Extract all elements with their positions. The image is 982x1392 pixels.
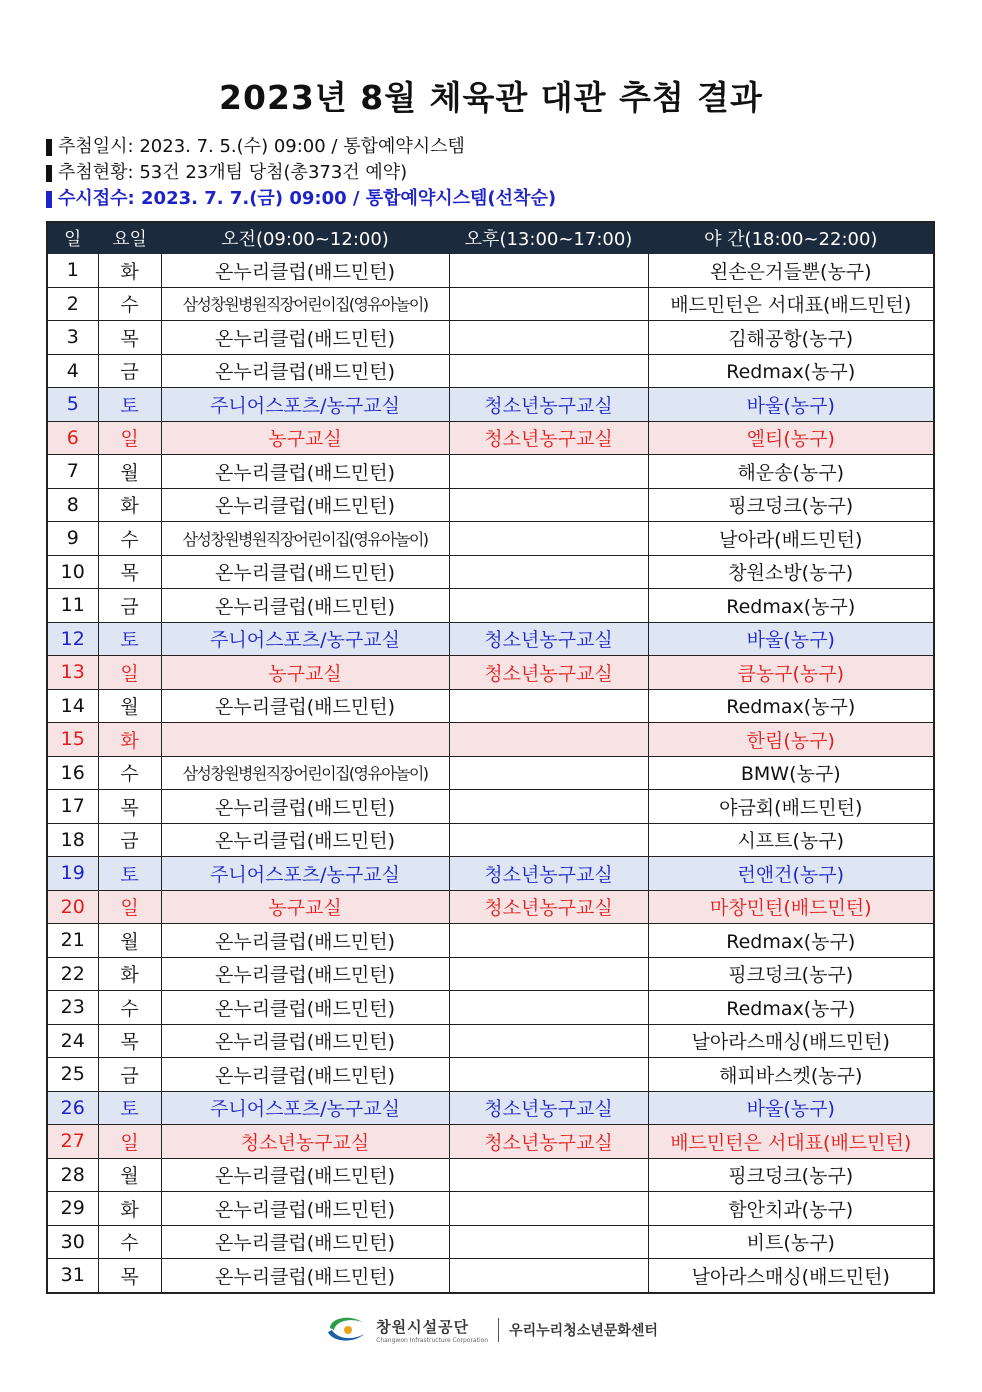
afternoon-cell: 청소년농구교실 xyxy=(449,857,648,891)
night-cell: Redmax(농구) xyxy=(648,924,934,958)
afternoon-cell xyxy=(449,790,648,824)
afternoon-cell: 청소년농구교실 xyxy=(449,656,648,690)
day-cell: 11 xyxy=(47,589,98,623)
night-cell: 비트(농구) xyxy=(648,1225,934,1259)
night-cell: 런앤건(농구) xyxy=(648,857,934,891)
weekday-cell: 일 xyxy=(98,656,161,690)
info-line xyxy=(46,134,556,160)
afternoon-cell xyxy=(449,1192,648,1226)
morning-cell: 온누리클럽(배드민턴) xyxy=(161,555,449,589)
morning-cell: 온누리클럽(배드민턴) xyxy=(161,1024,449,1058)
night-cell: Redmax(농구) xyxy=(648,991,934,1025)
day-cell: 5 xyxy=(47,388,98,422)
day-cell: 3 xyxy=(47,321,98,355)
day-cell: 15 xyxy=(47,723,98,757)
afternoon-cell xyxy=(449,522,648,556)
weekday-cell: 수 xyxy=(98,522,161,556)
weekday-cell: 화 xyxy=(98,254,161,288)
weekday-cell: 토 xyxy=(98,1091,161,1125)
afternoon-cell xyxy=(449,555,648,589)
weekday-cell: 일 xyxy=(98,1125,161,1159)
weekday-cell: 월 xyxy=(98,924,161,958)
morning-cell: 농구교실 xyxy=(161,421,449,455)
night-cell: 핑크덩크(농구) xyxy=(648,957,934,991)
weekday-cell: 화 xyxy=(98,1192,161,1226)
draw-info xyxy=(46,134,556,212)
table-row xyxy=(47,589,934,623)
night-cell: 해운송(농구) xyxy=(648,455,934,489)
header-night: 야 간(18:00~22:00) xyxy=(648,222,934,254)
header-day: 일 xyxy=(47,222,98,254)
morning-cell: 온누리클럽(배드민턴) xyxy=(161,1192,449,1226)
changwon-logo-icon xyxy=(324,1310,370,1350)
night-cell: 배드민턴은 서대표(배드민턴) xyxy=(648,1125,934,1159)
afternoon-cell xyxy=(449,957,648,991)
header-morning: 오전(09:00~12:00) xyxy=(161,222,449,254)
weekday-cell: 월 xyxy=(98,689,161,723)
morning-cell: 온누리클럽(배드민턴) xyxy=(161,1058,449,1092)
day-cell: 26 xyxy=(47,1091,98,1125)
org-name-block xyxy=(376,1316,488,1344)
table-row xyxy=(47,991,934,1025)
morning-cell: 온누리클럽(배드민턴) xyxy=(161,924,449,958)
table-row xyxy=(47,622,934,656)
night-cell: 날아라스매싱(배드민턴) xyxy=(648,1259,934,1293)
weekday-cell: 월 xyxy=(98,455,161,489)
footer-logo xyxy=(0,1310,982,1350)
open-registration-text: 수시접수: 2023. 7. 7.(금) 09:00 / 통합예약시스템(선착순) xyxy=(58,188,557,209)
morning-cell: 온누리클럽(배드민턴) xyxy=(161,455,449,489)
night-cell: 해피바스켓(농구) xyxy=(648,1058,934,1092)
table-row xyxy=(47,890,934,924)
day-cell: 7 xyxy=(47,455,98,489)
afternoon-cell xyxy=(449,991,648,1025)
afternoon-cell: 청소년농구교실 xyxy=(449,890,648,924)
morning-cell: 주니어스포츠/농구교실 xyxy=(161,857,449,891)
weekday-cell: 목 xyxy=(98,1259,161,1293)
day-cell: 29 xyxy=(47,1192,98,1226)
day-cell: 28 xyxy=(47,1158,98,1192)
org-name: 창원시설공단 xyxy=(376,1318,470,1336)
header-afternoon: 오후(13:00~17:00) xyxy=(449,222,648,254)
weekday-cell: 금 xyxy=(98,589,161,623)
day-cell: 22 xyxy=(47,957,98,991)
weekday-cell: 일 xyxy=(98,890,161,924)
night-cell: 날아라(배드민턴) xyxy=(648,522,934,556)
weekday-cell: 금 xyxy=(98,1058,161,1092)
table-row xyxy=(47,488,934,522)
schedule-table xyxy=(46,221,935,1294)
afternoon-cell xyxy=(449,455,648,489)
morning-cell: 온누리클럽(배드민턴) xyxy=(161,488,449,522)
bullet-icon xyxy=(46,191,52,208)
table-header-row xyxy=(47,222,934,254)
afternoon-cell xyxy=(449,589,648,623)
night-cell: Redmax(농구) xyxy=(648,354,934,388)
morning-cell: 농구교실 xyxy=(161,656,449,690)
table-row xyxy=(47,1024,934,1058)
table-row xyxy=(47,354,934,388)
morning-cell: 온누리클럽(배드민턴) xyxy=(161,589,449,623)
weekday-cell: 수 xyxy=(98,1225,161,1259)
morning-cell: 온누리클럽(배드민턴) xyxy=(161,1225,449,1259)
day-cell: 27 xyxy=(47,1125,98,1159)
morning-cell: 온누리클럽(배드민턴) xyxy=(161,957,449,991)
day-cell: 14 xyxy=(47,689,98,723)
morning-cell: 온누리클럽(배드민턴) xyxy=(161,354,449,388)
night-cell: 배드민턴은 서대표(배드민턴) xyxy=(648,287,934,321)
afternoon-cell: 청소년농구교실 xyxy=(449,421,648,455)
weekday-cell: 수 xyxy=(98,756,161,790)
table-row xyxy=(47,1158,934,1192)
day-cell: 23 xyxy=(47,991,98,1025)
morning-cell: 삼성창원병원직장어린이집(영유아놀이) xyxy=(161,287,449,321)
afternoon-cell: 청소년농구교실 xyxy=(449,388,648,422)
weekday-cell: 화 xyxy=(98,723,161,757)
weekday-cell: 월 xyxy=(98,1158,161,1192)
info-line-highlight xyxy=(46,186,556,212)
day-cell: 24 xyxy=(47,1024,98,1058)
morning-cell xyxy=(161,723,449,757)
afternoon-cell xyxy=(449,1225,648,1259)
weekday-cell: 토 xyxy=(98,622,161,656)
day-cell: 21 xyxy=(47,924,98,958)
afternoon-cell xyxy=(449,756,648,790)
night-cell: 큼농구(농구) xyxy=(648,656,934,690)
weekday-cell: 토 xyxy=(98,388,161,422)
table-row xyxy=(47,455,934,489)
table-row xyxy=(47,1091,934,1125)
day-cell: 17 xyxy=(47,790,98,824)
table-row xyxy=(47,1058,934,1092)
day-cell: 12 xyxy=(47,622,98,656)
table-row xyxy=(47,857,934,891)
morning-cell: 청소년농구교실 xyxy=(161,1125,449,1159)
table-row xyxy=(47,254,934,288)
table-row xyxy=(47,823,934,857)
weekday-cell: 금 xyxy=(98,823,161,857)
afternoon-cell xyxy=(449,1259,648,1293)
table-row xyxy=(47,421,934,455)
table-row xyxy=(47,555,934,589)
day-cell: 4 xyxy=(47,354,98,388)
center-name: 우리누리청소년문화센터 xyxy=(509,1323,658,1339)
org-english-name: Changwon Infrastructure Corporation xyxy=(376,1337,489,1344)
night-cell: 한림(농구) xyxy=(648,723,934,757)
afternoon-cell xyxy=(449,254,648,288)
weekday-cell: 수 xyxy=(98,991,161,1025)
table-row xyxy=(47,756,934,790)
afternoon-cell: 청소년농구교실 xyxy=(449,1091,648,1125)
weekday-cell: 화 xyxy=(98,957,161,991)
morning-cell: 온누리클럽(배드민턴) xyxy=(161,321,449,355)
night-cell: 함안치과(농구) xyxy=(648,1192,934,1226)
table-row xyxy=(47,1259,934,1293)
day-cell: 2 xyxy=(47,287,98,321)
night-cell: 바울(농구) xyxy=(648,388,934,422)
morning-cell: 온누리클럽(배드민턴) xyxy=(161,991,449,1025)
weekday-cell: 목 xyxy=(98,555,161,589)
weekday-cell: 일 xyxy=(98,421,161,455)
night-cell: 마창민턴(배드민턴) xyxy=(648,890,934,924)
night-cell: 핑크덩크(농구) xyxy=(648,488,934,522)
night-cell: 핑크덩크(농구) xyxy=(648,1158,934,1192)
table-row xyxy=(47,388,934,422)
table-row xyxy=(47,1125,934,1159)
table-row xyxy=(47,522,934,556)
day-cell: 18 xyxy=(47,823,98,857)
bullet-icon xyxy=(46,139,52,156)
afternoon-cell xyxy=(449,354,648,388)
afternoon-cell xyxy=(449,287,648,321)
weekday-cell: 화 xyxy=(98,488,161,522)
night-cell: 엘티(농구) xyxy=(648,421,934,455)
morning-cell: 삼성창원병원직장어린이집(영유아놀이) xyxy=(161,522,449,556)
day-cell: 6 xyxy=(47,421,98,455)
morning-cell: 온누리클럽(배드민턴) xyxy=(161,689,449,723)
weekday-cell: 토 xyxy=(98,857,161,891)
table-row xyxy=(47,656,934,690)
info-line xyxy=(46,160,556,186)
morning-cell: 온누리클럽(배드민턴) xyxy=(161,823,449,857)
afternoon-cell xyxy=(449,321,648,355)
table-row xyxy=(47,723,934,757)
morning-cell: 삼성창원병원직장어린이집(영유아놀이) xyxy=(161,756,449,790)
table-row xyxy=(47,790,934,824)
weekday-cell: 금 xyxy=(98,354,161,388)
day-cell: 13 xyxy=(47,656,98,690)
day-cell: 9 xyxy=(47,522,98,556)
table-row xyxy=(47,287,934,321)
table-row xyxy=(47,321,934,355)
page-title: 2023년 8월 체육관 대관 추첨 결과 xyxy=(219,78,763,117)
day-cell: 16 xyxy=(47,756,98,790)
morning-cell: 농구교실 xyxy=(161,890,449,924)
night-cell: 바울(농구) xyxy=(648,1091,934,1125)
afternoon-cell xyxy=(449,924,648,958)
weekday-cell: 목 xyxy=(98,1024,161,1058)
morning-cell: 온누리클럽(배드민턴) xyxy=(161,790,449,824)
day-cell: 19 xyxy=(47,857,98,891)
day-cell: 30 xyxy=(47,1225,98,1259)
weekday-cell: 수 xyxy=(98,287,161,321)
draw-status-text: 추첨현황: 53건 23개팀 당첨(총373건 예약) xyxy=(58,162,408,183)
afternoon-cell xyxy=(449,488,648,522)
night-cell: 날아라스매싱(배드민턴) xyxy=(648,1024,934,1058)
table-row xyxy=(47,957,934,991)
night-cell: BMW(농구) xyxy=(648,756,934,790)
weekday-cell: 목 xyxy=(98,321,161,355)
afternoon-cell xyxy=(449,823,648,857)
footer-divider xyxy=(498,1318,499,1342)
bullet-icon xyxy=(46,165,52,182)
day-cell: 20 xyxy=(47,890,98,924)
draw-date-text: 추첨일시: 2023. 7. 5.(수) 09:00 / 통합예약시스템 xyxy=(58,136,465,157)
day-cell: 8 xyxy=(47,488,98,522)
day-cell: 1 xyxy=(47,254,98,288)
weekday-cell: 목 xyxy=(98,790,161,824)
night-cell: 바울(농구) xyxy=(648,622,934,656)
night-cell: 왼손은거들뿐(농구) xyxy=(648,254,934,288)
day-cell: 31 xyxy=(47,1259,98,1293)
night-cell: Redmax(농구) xyxy=(648,689,934,723)
night-cell: 야금회(배드민턴) xyxy=(648,790,934,824)
night-cell: 시프트(농구) xyxy=(648,823,934,857)
morning-cell: 온누리클럽(배드민턴) xyxy=(161,1259,449,1293)
header-weekday: 요일 xyxy=(98,222,161,254)
day-cell: 10 xyxy=(47,555,98,589)
table-row xyxy=(47,689,934,723)
afternoon-cell: 청소년농구교실 xyxy=(449,622,648,656)
morning-cell: 주니어스포츠/농구교실 xyxy=(161,388,449,422)
afternoon-cell xyxy=(449,1024,648,1058)
day-cell: 25 xyxy=(47,1058,98,1092)
afternoon-cell xyxy=(449,723,648,757)
afternoon-cell xyxy=(449,1058,648,1092)
table-row xyxy=(47,1192,934,1226)
table-row xyxy=(47,1225,934,1259)
night-cell: Redmax(농구) xyxy=(648,589,934,623)
table-row xyxy=(47,924,934,958)
schedule-rows xyxy=(47,254,934,1293)
afternoon-cell: 청소년농구교실 xyxy=(449,1125,648,1159)
morning-cell: 온누리클럽(배드민턴) xyxy=(161,1158,449,1192)
afternoon-cell xyxy=(449,1158,648,1192)
night-cell: 김해공항(농구) xyxy=(648,321,934,355)
afternoon-cell xyxy=(449,689,648,723)
morning-cell: 온누리클럽(배드민턴) xyxy=(161,254,449,288)
night-cell: 창원소방(농구) xyxy=(648,555,934,589)
morning-cell: 주니어스포츠/농구교실 xyxy=(161,1091,449,1125)
morning-cell: 주니어스포츠/농구교실 xyxy=(161,622,449,656)
